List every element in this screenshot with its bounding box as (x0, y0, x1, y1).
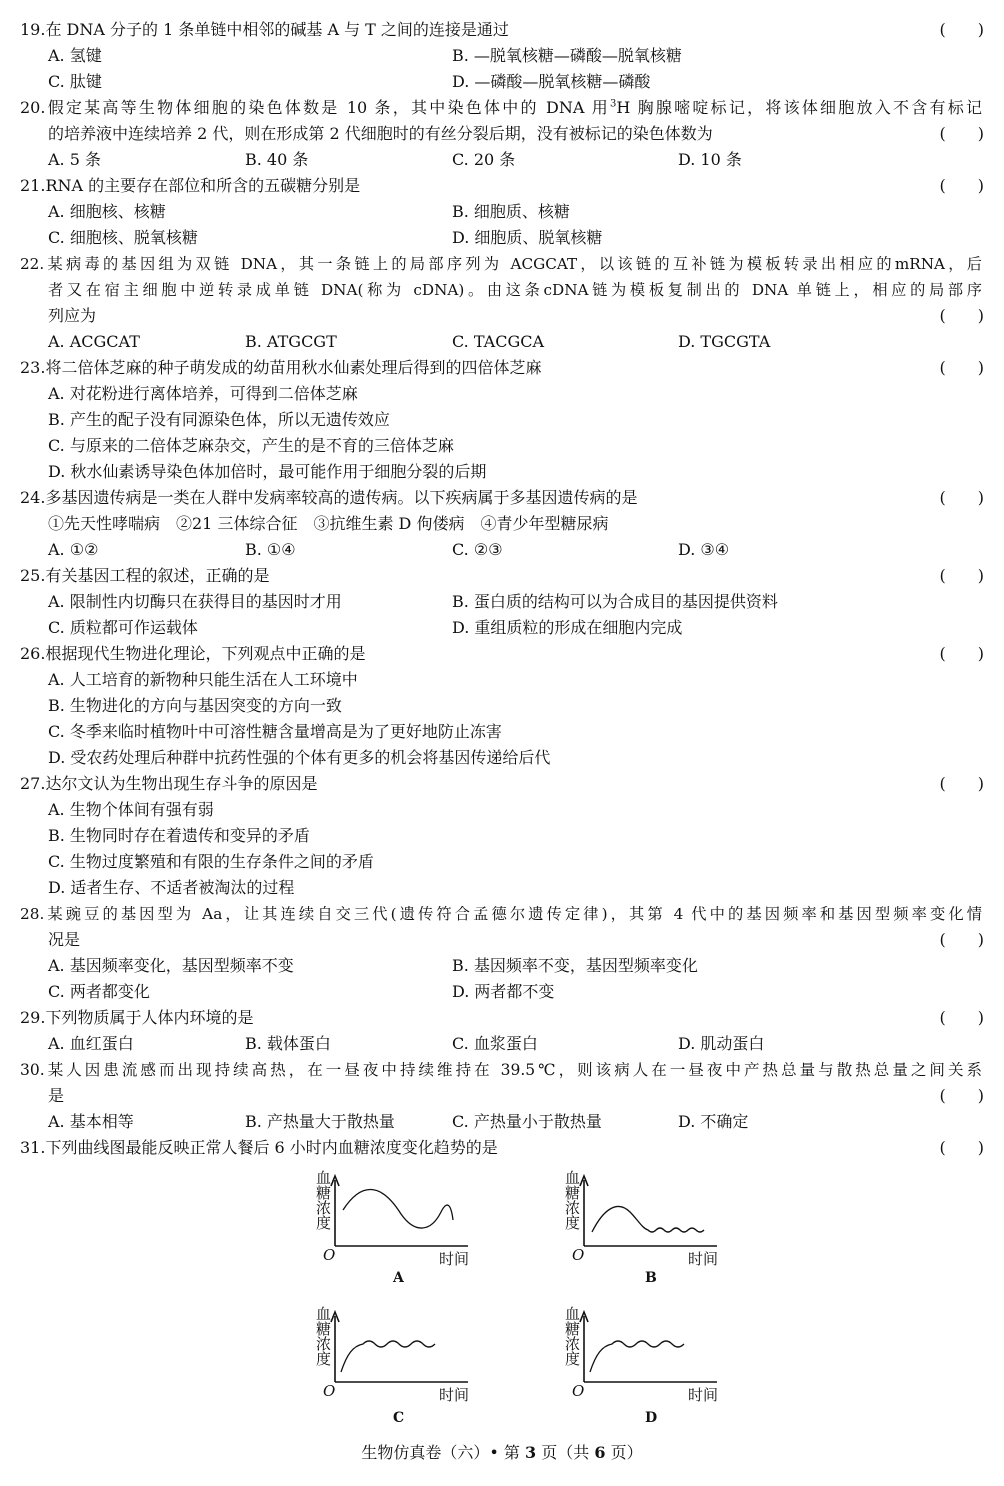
y-axis-label: 血糖浓度 (563, 1170, 581, 1230)
graph-label: B (645, 1270, 657, 1286)
options-row (0, 849, 1004, 875)
options-row (0, 823, 1004, 849)
option-b[interactable]: B. 产生的配子没有同源染色体，所以无遗传效应 (48, 410, 390, 429)
question-30 (0, 1057, 1004, 1083)
option-d[interactable]: D. 10 条 (678, 150, 742, 169)
option-c[interactable]: C. 质粒都可作运载体 (48, 618, 198, 637)
option-a[interactable]: A. 人工培育的新物种只能生活在人工环境中 (48, 670, 358, 689)
option-c[interactable]: C. 20 条 (452, 150, 516, 169)
y-axis-label: 血糖浓度 (563, 1306, 581, 1366)
option-b[interactable]: B. 载体蛋白 (245, 1034, 331, 1053)
options-row (0, 381, 1004, 407)
option-c[interactable]: C. 冬季来临时植物叶中可溶性糖含量增高是为了更好地防止冻害 (48, 722, 502, 741)
question-number: 20. (20, 98, 46, 117)
origin-label: O (572, 1382, 585, 1400)
x-axis-label: 时间 (688, 1250, 719, 1268)
x-axis-label: 时间 (688, 1386, 719, 1404)
option-b[interactable]: B. 生物进化的方向与基因突变的方向一致 (48, 696, 342, 715)
option-d[interactable]: D. 受农药处理后种群中抗药性强的个体有更多的机会将基因传递给后代 (48, 748, 551, 767)
question-21 (0, 173, 1004, 199)
option-b[interactable]: B. 基因频率不变，基因型频率变化 (452, 956, 698, 975)
graph-a[interactable] (313, 1170, 483, 1290)
option-d[interactable]: D. 两者都不变 (452, 982, 555, 1001)
option-d[interactable]: D. ③④ (678, 540, 730, 559)
options-row (0, 589, 1004, 615)
options-row (0, 667, 1004, 693)
option-b[interactable]: B. 细胞质、核糖 (452, 202, 570, 221)
question-number: 22. (20, 255, 45, 273)
answer-bracket[interactable]: ( ) (939, 124, 984, 143)
footer-middle: 页（共 (541, 1443, 590, 1462)
question-26 (0, 641, 1004, 667)
question-20 (0, 95, 1004, 121)
options-row (0, 1031, 1004, 1057)
question-number: 21. (20, 176, 46, 195)
options-row (0, 797, 1004, 823)
question-22 (0, 251, 1004, 277)
option-c[interactable]: C. ②③ (452, 540, 503, 559)
question-stem: 在 DNA 分子的 1 条单链中相邻的碱基 A 与 T 之间的连接是通过 (45, 20, 509, 39)
question-30-line2 (0, 1083, 1004, 1109)
answer-bracket[interactable]: ( ) (939, 774, 984, 793)
answer-bracket[interactable]: ( ) (939, 358, 984, 377)
superscript: 3 (610, 98, 617, 110)
options-row (0, 329, 1004, 355)
question-23 (0, 355, 1004, 381)
question-number: 27. (20, 774, 46, 793)
question-stem: 是 (48, 1086, 65, 1105)
option-a[interactable]: A. 氢键 (48, 46, 102, 65)
graph-b[interactable] (562, 1170, 732, 1290)
answer-bracket[interactable]: ( ) (939, 20, 984, 39)
options-row (0, 953, 1004, 979)
option-c[interactable]: C. TACGCA (452, 332, 545, 351)
curve-graph-c (313, 1306, 483, 1426)
option-d[interactable]: D. 适者生存、不适者被淘汰的过程 (48, 878, 295, 897)
question-25 (0, 563, 1004, 589)
option-b[interactable]: B. ATGCGT (245, 332, 337, 351)
question-number: 26. (20, 644, 46, 663)
options-row (0, 407, 1004, 433)
question-stem: 将二倍体芝麻的种子萌发成的幼苗用秋水仙素处理后得到的四倍体芝麻 (45, 358, 542, 377)
options-row (0, 459, 1004, 485)
question-stem: 况是 (48, 930, 81, 949)
blood-sugar-curve (592, 1206, 704, 1232)
question-19 (0, 17, 1004, 43)
origin-label: O (323, 1246, 336, 1264)
question-24-items (0, 511, 1004, 537)
x-axis-label: 时间 (439, 1250, 470, 1268)
option-a[interactable]: A. 基本相等 (48, 1112, 134, 1131)
page-number: 3 (525, 1443, 537, 1462)
page-footer (0, 1440, 1004, 1466)
footer-prefix: 生物仿真卷（六）• 第 (361, 1443, 520, 1462)
footer-suffix: 页） (610, 1443, 643, 1462)
option-d[interactable]: D. 秋水仙素诱导染色体加倍时，最可能作用于细胞分裂的后期 (48, 462, 487, 481)
question-28 (0, 901, 1004, 927)
option-a[interactable]: A. ①② (48, 540, 99, 559)
question-27 (0, 771, 1004, 797)
answer-bracket[interactable]: ( ) (939, 1008, 984, 1027)
question-22-line3 (0, 303, 1004, 329)
question-stem: 的培养液中连续培养 2 代，则在形成第 2 代细胞时的有丝分裂后期，没有被标记的染色体数为 (48, 124, 713, 143)
option-a[interactable]: A. 5 条 (48, 150, 101, 169)
question-29 (0, 1005, 1004, 1031)
option-c[interactable]: C. 两者都变化 (48, 982, 150, 1001)
options-row (0, 745, 1004, 771)
option-c[interactable]: C. 血浆蛋白 (452, 1034, 538, 1053)
question-stem: 某病毒的基因组为双链 DNA，其一条链上的局部序列为 ACGCAT，以该链的互补链为模板转录出相应的mRNA，后 (44, 255, 982, 273)
question-number: 29. (20, 1008, 46, 1027)
option-c[interactable]: C. 细胞核、脱氧核糖 (48, 228, 198, 247)
question-number: 30. (20, 1061, 45, 1079)
origin-label: O (323, 1382, 336, 1400)
answer-bracket[interactable]: ( ) (939, 930, 984, 949)
question-stem: 根据现代生物进化理论，下列观点中正确的是 (45, 644, 366, 663)
blood-sugar-curve (343, 1189, 453, 1228)
options-row (0, 693, 1004, 719)
option-d[interactable]: D. 不确定 (678, 1112, 749, 1131)
option-a[interactable]: A. 细胞核、核糖 (48, 202, 166, 221)
question-stem: 达尔文认为生物出现生存斗争的原因是 (45, 774, 318, 793)
option-a[interactable]: A. 限制性内切酶只在获得目的基因时才用 (48, 592, 342, 611)
option-d[interactable]: D. 重组质粒的形成在细胞内完成 (452, 618, 683, 637)
question-31 (0, 1135, 1004, 1161)
option-b[interactable]: B. 蛋白质的结构可以为合成目的基因提供资料 (452, 592, 778, 611)
option-b[interactable]: B. —脱氧核糖—磷酸—脱氧核糖 (452, 46, 682, 65)
question-number: 28. (20, 905, 45, 923)
origin-label: O (572, 1246, 585, 1264)
answer-bracket[interactable]: ( ) (939, 644, 984, 663)
answer-bracket[interactable]: ( ) (939, 566, 984, 585)
options-row (0, 719, 1004, 745)
question-stem: 者又在宿主细胞中逆转录成单链 DNA(称为 cDNA)。由这条cDNA链为模板复制出的 DNA 单链上，相应的局部序 (48, 281, 982, 299)
answer-bracket[interactable]: ( ) (939, 176, 984, 195)
options-row (0, 69, 1004, 95)
curve-graph-d (562, 1306, 732, 1426)
options-row (0, 537, 1004, 563)
graph-d[interactable] (562, 1306, 732, 1426)
graph-label: A (393, 1270, 404, 1286)
graph-label: C (393, 1410, 405, 1426)
option-b[interactable]: B. 生物同时存在着遗传和变异的矛盾 (48, 826, 310, 845)
answer-bracket[interactable]: ( ) (939, 1138, 984, 1157)
question-stem: 假定某高等生物体细胞的染色体数是 10 条，其中染色体中的 DNA 用 (45, 98, 610, 117)
option-b[interactable]: B. ①④ (245, 540, 296, 559)
graph-c[interactable] (313, 1306, 483, 1426)
question-stem: 有关基因工程的叙述，正确的是 (45, 566, 270, 585)
option-a[interactable]: A. 血红蛋白 (48, 1034, 134, 1053)
question-28-line2 (0, 927, 1004, 953)
question-number: 19. (20, 20, 46, 39)
question-22-line2 (0, 277, 1004, 303)
option-c[interactable]: C. 与原来的二倍体芝麻杂交，产生的是不育的三倍体芝麻 (48, 436, 454, 455)
question-stem: 多基因遗传病是一类在人群中发病率较高的遗传病。以下疾病属于多基因遗传病的是 (45, 488, 638, 507)
options-row (0, 225, 1004, 251)
graph-label: D (645, 1410, 658, 1426)
y-axis-label: 血糖浓度 (314, 1306, 332, 1366)
options-row (0, 199, 1004, 225)
question-20-line2 (0, 121, 1004, 147)
answer-bracket[interactable]: ( ) (939, 488, 984, 507)
options-row (0, 433, 1004, 459)
blood-sugar-curve (341, 1341, 435, 1372)
option-c[interactable]: C. 产热量小于散热量 (452, 1112, 602, 1131)
options-row (0, 979, 1004, 1005)
option-a[interactable]: A. 基因频率变化，基因型频率不变 (48, 956, 294, 975)
question-number: 24. (20, 488, 46, 507)
option-d[interactable]: D. —磷酸—脱氧核糖—磷酸 (452, 72, 651, 91)
option-b[interactable]: B. 40 条 (245, 150, 309, 169)
options-row (0, 875, 1004, 901)
options-row (0, 615, 1004, 641)
question-stem: 某人因患流感而出现持续高热，在一昼夜中持续维持在 39.5℃，则该病人在一昼夜中产热总量与散热总量之间关系 (44, 1061, 982, 1079)
option-d[interactable]: D. 细胞质、脱氧核糖 (452, 228, 603, 247)
option-a[interactable]: A. 生物个体间有强有弱 (48, 800, 214, 819)
question-number: 25. (20, 566, 46, 585)
question-stem: 某豌豆的基因型为 Aa，让其连续自交三代(遗传符合孟德尔遗传定律)，其第 4 代中的基因频率和基因型频率变化情 (44, 905, 982, 923)
disease-list: ①先天性哮喘病 ②21 三体综合征 ③抗维生素 D 佝偻病 ④青少年型糖尿病 (48, 514, 609, 533)
options-row (0, 147, 1004, 173)
question-stem: 列应为 (48, 306, 97, 325)
question-number: 23. (20, 358, 46, 377)
question-number: 31. (20, 1138, 46, 1157)
option-b[interactable]: B. 产热量大于散热量 (245, 1112, 395, 1131)
question-stem: 下列曲线图最能反映正常人餐后 6 小时内血糖浓度变化趋势的是 (45, 1138, 498, 1157)
question-stem: 下列物质属于人体内环境的是 (45, 1008, 254, 1027)
x-axis-label: 时间 (439, 1386, 470, 1404)
answer-bracket[interactable]: ( ) (939, 1086, 984, 1105)
answer-bracket[interactable]: ( ) (939, 306, 984, 325)
question-stem: H 胸腺嘧啶标记，将该体细胞放入不含有标记 (616, 98, 982, 117)
option-d[interactable]: D. TGCGTA (678, 332, 771, 351)
option-a[interactable]: A. ACGCAT (48, 332, 140, 351)
options-row (0, 1109, 1004, 1135)
y-axis-label: 血糖浓度 (314, 1170, 332, 1230)
option-d[interactable]: D. 肌动蛋白 (678, 1034, 765, 1053)
option-c[interactable]: C. 生物过度繁殖和有限的生存条件之间的矛盾 (48, 852, 374, 871)
total-pages: 6 (594, 1443, 606, 1462)
options-row (0, 43, 1004, 69)
option-c[interactable]: C. 肽键 (48, 72, 102, 91)
question-stem: RNA 的主要存在部位和所含的五碳糖分别是 (45, 176, 361, 195)
blood-sugar-curve (590, 1341, 684, 1372)
question-24 (0, 485, 1004, 511)
option-a[interactable]: A. 对花粉进行离体培养，可得到二倍体芝麻 (48, 384, 358, 403)
